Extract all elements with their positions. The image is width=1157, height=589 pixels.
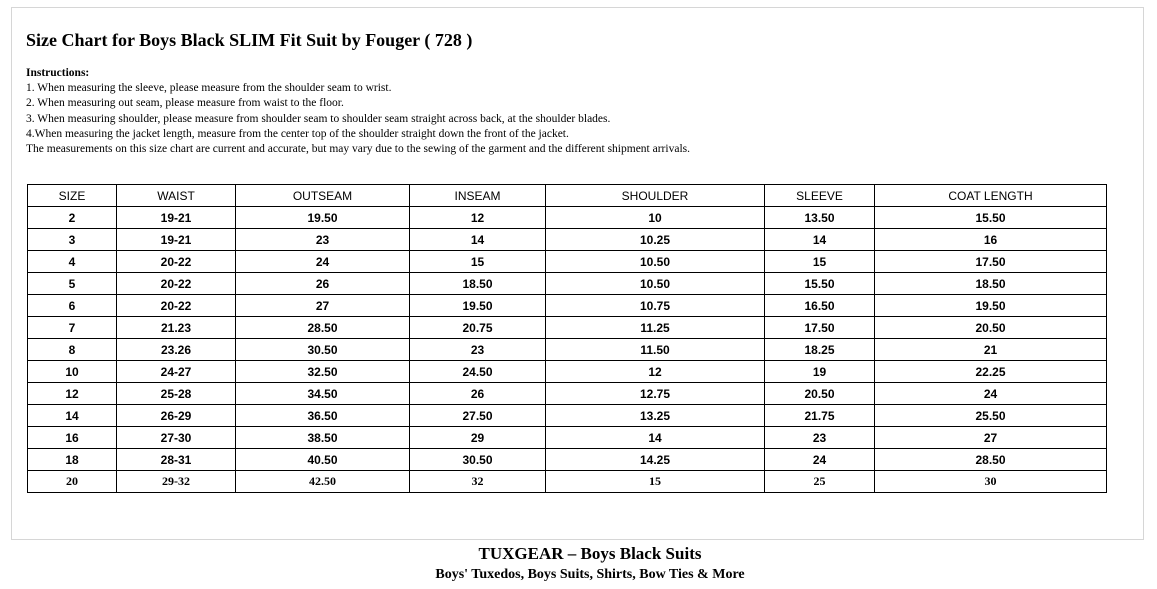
cell-outseam: 40.50	[236, 449, 410, 471]
cell-shoulder: 11.50	[546, 339, 765, 361]
table-row	[28, 449, 1107, 471]
cell-sleeve: 16.50	[765, 295, 875, 317]
cell-outseam: 24	[236, 251, 410, 273]
footer-subtitle: Boys' Tuxedos, Boys Suits, Shirts, Bow Ties & More	[435, 567, 745, 582]
cell-shoulder: 11.25	[546, 317, 765, 339]
cell-size: 12	[28, 383, 117, 405]
cell-outseam: 26	[236, 273, 410, 295]
cell-shoulder: 13.25	[546, 405, 765, 427]
col-header-sleeve: SLEEVE	[765, 185, 875, 207]
cell-waist: 29-32	[117, 471, 236, 493]
cell-sleeve: 21.75	[765, 405, 875, 427]
cell-outseam: 28.50	[236, 317, 410, 339]
cell-sleeve: 25	[765, 471, 875, 493]
cell-sleeve: 18.25	[765, 339, 875, 361]
cell-outseam: 42.50	[236, 471, 410, 493]
col-header-size: SIZE	[28, 185, 117, 207]
cell-sleeve: 19	[765, 361, 875, 383]
cell-sleeve: 24	[765, 449, 875, 471]
cell-size: 6	[28, 295, 117, 317]
cell-waist: 20-22	[117, 251, 236, 273]
instruction-line: 3. When measuring shoulder, please measure from shoulder seam to shoulder seam straight across back, at the shoulder blades.	[26, 112, 611, 125]
cell-waist: 26-29	[117, 405, 236, 427]
instruction-line: 4.When measuring the jacket length, measure from the center top of the shoulder straight down the front of the jacket.	[26, 127, 569, 140]
cell-coat-length: 30	[875, 471, 1107, 493]
cell-coat-length: 28.50	[875, 449, 1107, 471]
cell-inseam: 20.75	[410, 317, 546, 339]
cell-shoulder: 12	[546, 361, 765, 383]
cell-inseam: 32	[410, 471, 546, 493]
cell-coat-length: 20.50	[875, 317, 1107, 339]
cell-waist: 25-28	[117, 383, 236, 405]
cell-inseam: 14	[410, 229, 546, 251]
instruction-note: The measurements on this size chart are current and accurate, but may vary due to the sewing of the garment and the different shipment arrivals.	[26, 143, 690, 156]
cell-inseam: 26	[410, 383, 546, 405]
col-header-waist: WAIST	[117, 185, 236, 207]
col-header-outseam: OUTSEAM	[236, 185, 410, 207]
cell-shoulder: 10.75	[546, 295, 765, 317]
cell-outseam: 27	[236, 295, 410, 317]
cell-inseam: 23	[410, 339, 546, 361]
cell-inseam: 12	[410, 207, 546, 229]
cell-coat-length: 18.50	[875, 273, 1107, 295]
cell-size: 2	[28, 207, 117, 229]
cell-coat-length: 17.50	[875, 251, 1107, 273]
table-row	[28, 273, 1107, 295]
cell-shoulder: 10.25	[546, 229, 765, 251]
instruction-line: 2. When measuring out seam, please measure from waist to the floor.	[26, 97, 344, 110]
size-table	[27, 184, 1107, 493]
table-row	[28, 339, 1107, 361]
table-row	[28, 361, 1107, 383]
cell-sleeve: 15	[765, 251, 875, 273]
cell-coat-length: 27	[875, 427, 1107, 449]
cell-waist: 28-31	[117, 449, 236, 471]
cell-outseam: 36.50	[236, 405, 410, 427]
cell-inseam: 24.50	[410, 361, 546, 383]
cell-sleeve: 17.50	[765, 317, 875, 339]
cell-sleeve: 20.50	[765, 383, 875, 405]
footer-title: TUXGEAR – Boys Black Suits	[478, 544, 702, 563]
table-row	[28, 207, 1107, 229]
cell-coat-length: 22.25	[875, 361, 1107, 383]
cell-coat-length: 16	[875, 229, 1107, 251]
table-row	[28, 251, 1107, 273]
cell-coat-length: 19.50	[875, 295, 1107, 317]
cell-inseam: 15	[410, 251, 546, 273]
col-header-inseam: INSEAM	[410, 185, 546, 207]
cell-sleeve: 14	[765, 229, 875, 251]
table-row	[28, 229, 1107, 251]
table-row	[28, 295, 1107, 317]
cell-size: 7	[28, 317, 117, 339]
cell-size: 8	[28, 339, 117, 361]
cell-inseam: 30.50	[410, 449, 546, 471]
cell-waist: 20-22	[117, 295, 236, 317]
cell-shoulder: 10	[546, 207, 765, 229]
cell-shoulder: 15	[546, 471, 765, 493]
cell-waist: 24-27	[117, 361, 236, 383]
cell-size: 5	[28, 273, 117, 295]
cell-coat-length: 15.50	[875, 207, 1107, 229]
cell-coat-length: 21	[875, 339, 1107, 361]
cell-size: 16	[28, 427, 117, 449]
col-header-coat-length: COAT LENGTH	[875, 185, 1107, 207]
cell-sleeve: 13.50	[765, 207, 875, 229]
cell-inseam: 19.50	[410, 295, 546, 317]
cell-outseam: 34.50	[236, 383, 410, 405]
cell-shoulder: 10.50	[546, 273, 765, 295]
table-row	[28, 405, 1107, 427]
cell-waist: 27-30	[117, 427, 236, 449]
cell-shoulder: 14.25	[546, 449, 765, 471]
cell-sleeve: 15.50	[765, 273, 875, 295]
cell-size: 4	[28, 251, 117, 273]
cell-size: 20	[28, 471, 117, 493]
page-title: Size Chart for Boys Black SLIM Fit Suit by Fouger ( 728 )	[26, 30, 473, 50]
cell-outseam: 19.50	[236, 207, 410, 229]
col-header-shoulder: SHOULDER	[546, 185, 765, 207]
table-row	[28, 317, 1107, 339]
table-header-row	[28, 185, 1107, 207]
cell-size: 18	[28, 449, 117, 471]
cell-waist: 19-21	[117, 229, 236, 251]
cell-inseam: 18.50	[410, 273, 546, 295]
instructions-heading: Instructions:	[26, 67, 90, 79]
table-row	[28, 383, 1107, 405]
cell-coat-length: 24	[875, 383, 1107, 405]
table-row	[28, 471, 1107, 493]
cell-shoulder: 10.50	[546, 251, 765, 273]
cell-waist: 19-21	[117, 207, 236, 229]
cell-inseam: 29	[410, 427, 546, 449]
cell-waist: 20-22	[117, 273, 236, 295]
cell-coat-length: 25.50	[875, 405, 1107, 427]
cell-inseam: 27.50	[410, 405, 546, 427]
cell-size: 14	[28, 405, 117, 427]
table-row	[28, 427, 1107, 449]
instructions-block	[26, 66, 690, 157]
cell-shoulder: 14	[546, 427, 765, 449]
cell-outseam: 32.50	[236, 361, 410, 383]
cell-outseam: 23	[236, 229, 410, 251]
cell-sleeve: 23	[765, 427, 875, 449]
cell-waist: 21.23	[117, 317, 236, 339]
cell-size: 3	[28, 229, 117, 251]
cell-outseam: 38.50	[236, 427, 410, 449]
cell-size: 10	[28, 361, 117, 383]
cell-shoulder: 12.75	[546, 383, 765, 405]
instruction-line: 1. When measuring the sleeve, please measure from the shoulder seam to wrist.	[26, 82, 392, 95]
table-body	[28, 207, 1107, 493]
cell-outseam: 30.50	[236, 339, 410, 361]
cell-waist: 23.26	[117, 339, 236, 361]
